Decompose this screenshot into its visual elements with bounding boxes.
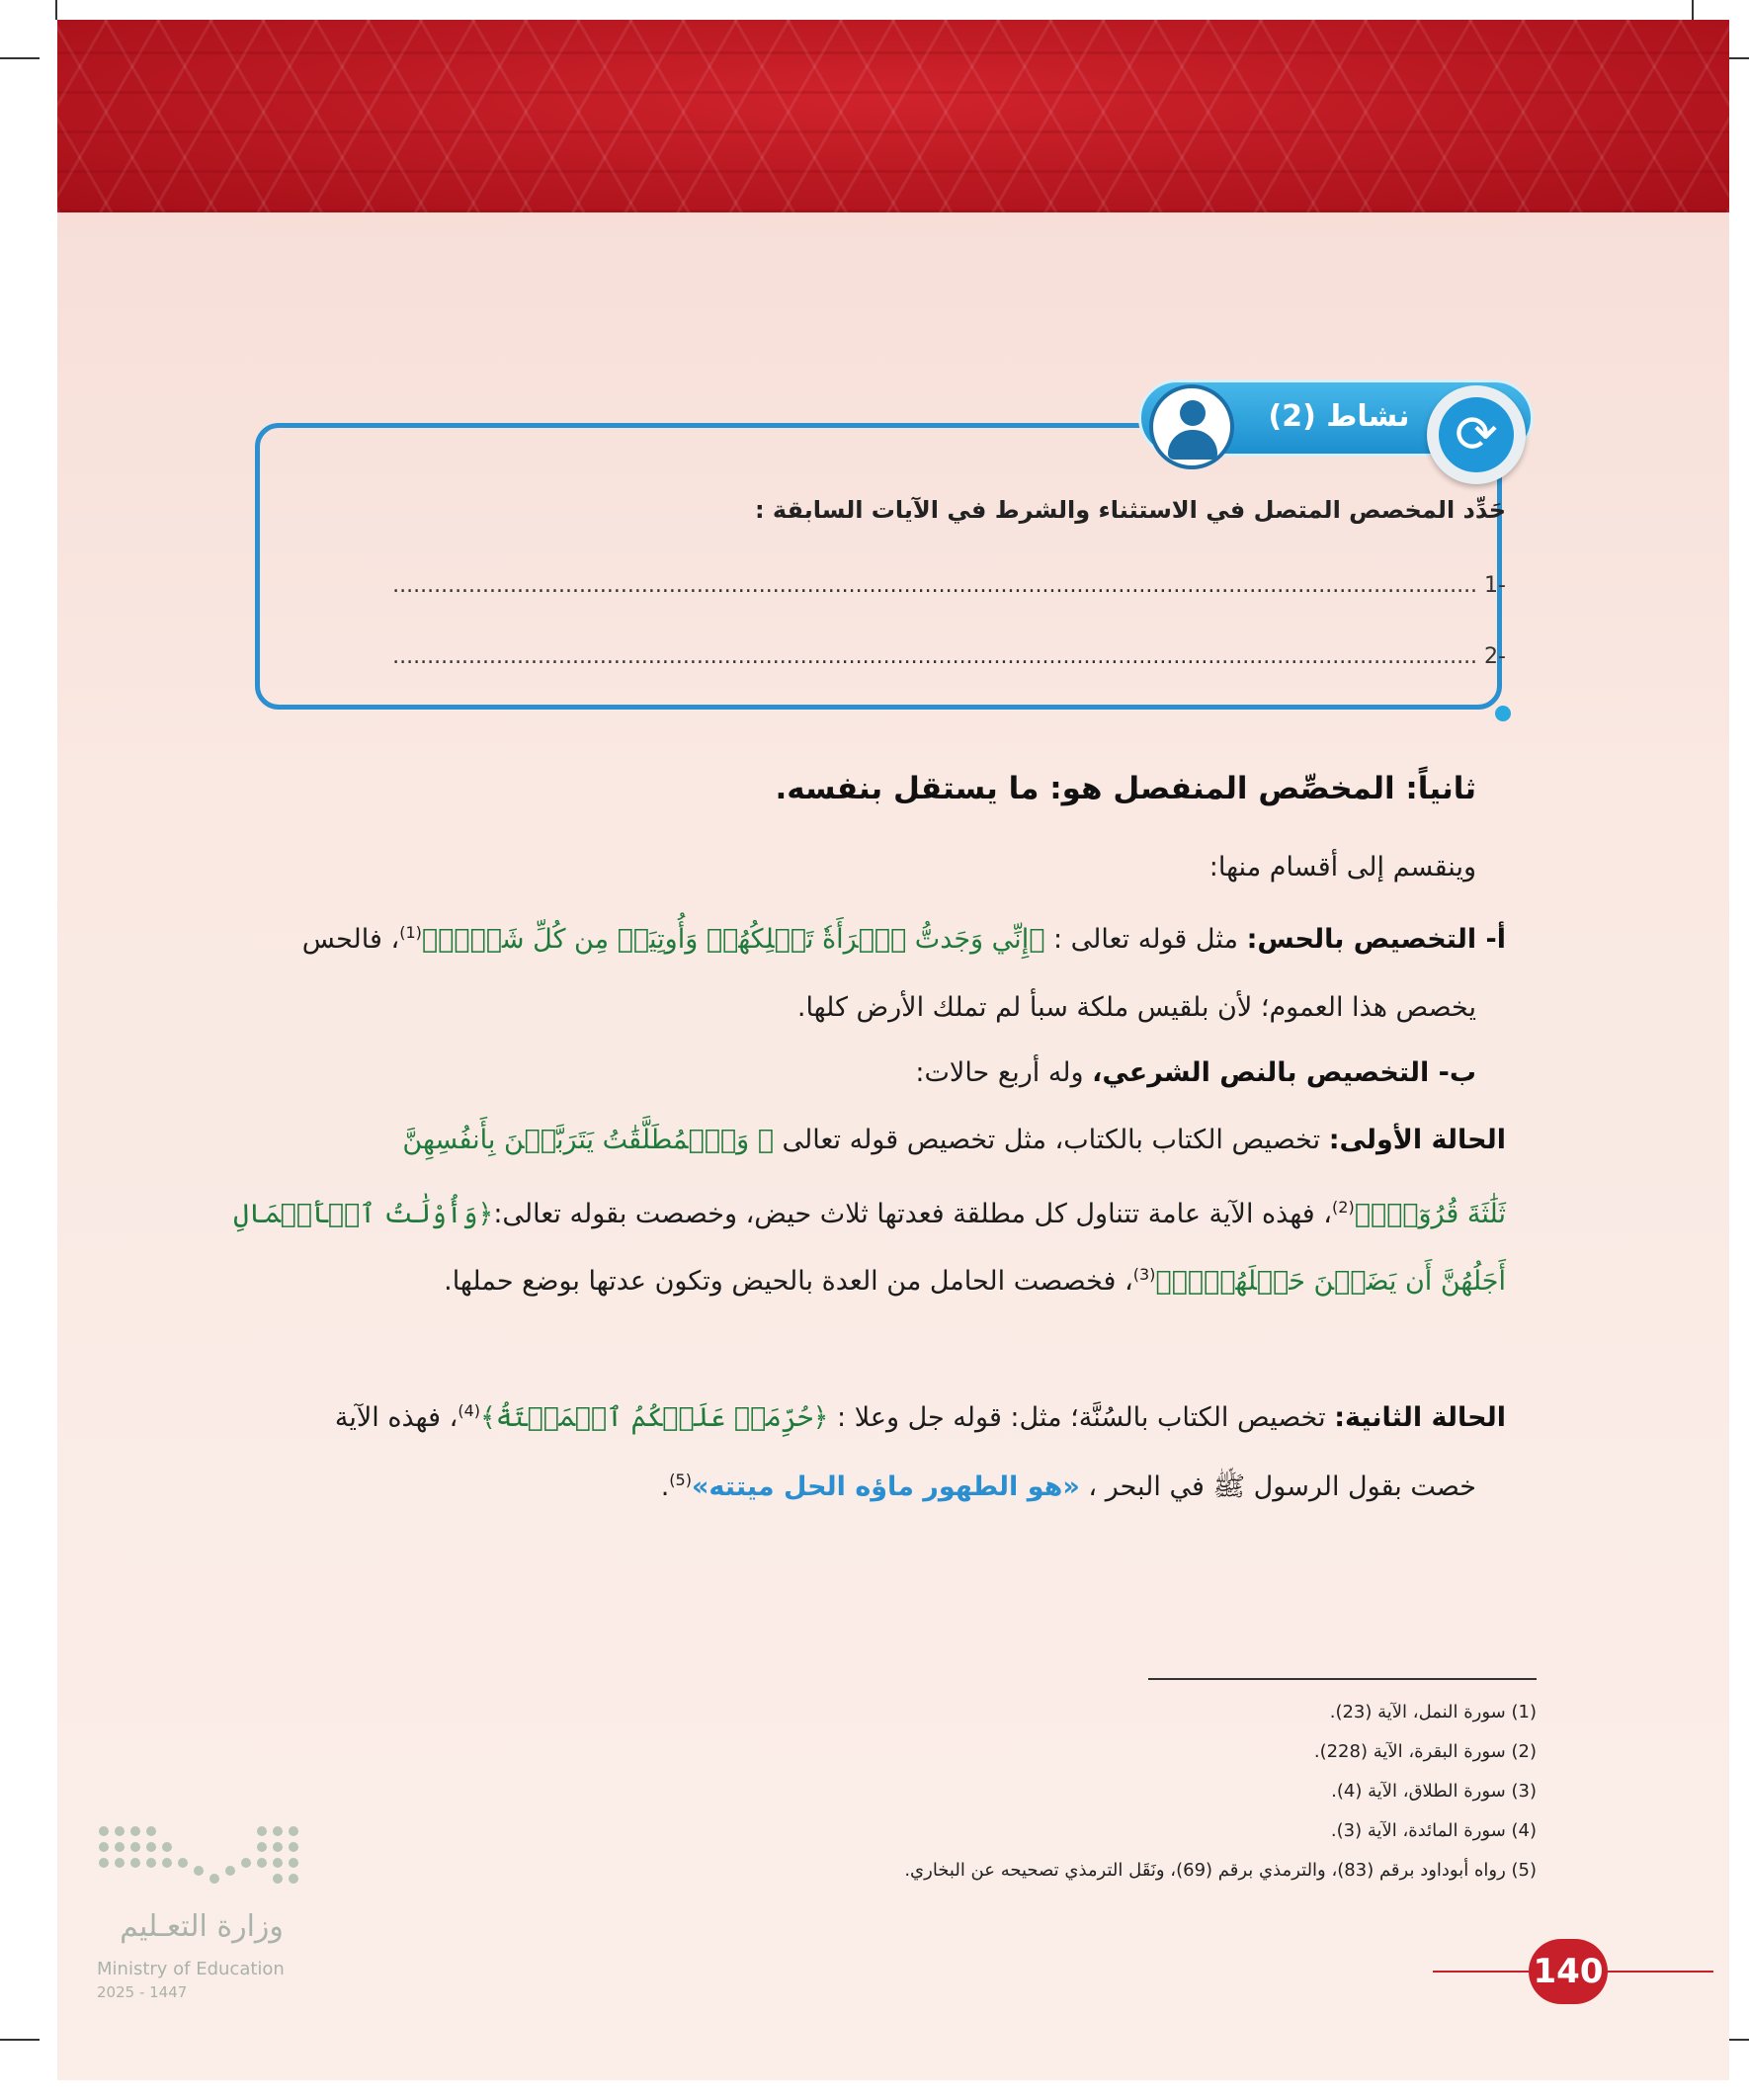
footnote-1: (1) سورة النمل، الآية (23). (1329, 1702, 1537, 1722)
label-a: أ- التخصيص بالحس: (1246, 924, 1506, 955)
case2-label: الحالة الثانية: (1334, 1402, 1506, 1433)
user-icon-head (1180, 400, 1206, 426)
case1-text2: ، فهذه الآية عامة تتناول كل مطلقة فعدتها ثلاث حيض، وخصصت بقوله تعالى: (493, 1199, 1332, 1229)
intro-text: وينقسم إلى أقسام منها: (1208, 852, 1476, 882)
page-number: 140 (1529, 1939, 1608, 2004)
label-b: ب- التخصيص بالنص الشرعي، (1092, 1057, 1476, 1088)
activity-question: حَدِّد المخصص المتصل في الاستثناء والشرط في الآيات السابقة : (754, 496, 1506, 524)
paragraph-b (192, 1051, 1476, 1095)
case2-hadith: «هو الطهور ماؤه الحل ميتته» (691, 1471, 1080, 1502)
ministry-logo-arabic: وزارة التعـليم (120, 1909, 284, 1944)
paragraph-a-line2: يخصص هذا العموم؛ لأن بلقيس ملكة سبأ لم تملك الأرض كلها. (796, 992, 1476, 1023)
ministry-logo-year: 2025 - 1447 (97, 1983, 188, 2001)
text-a1: مثل قوله تعالى : (1053, 924, 1238, 955)
case1-line1 (172, 1119, 1506, 1162)
case1-verse1b: ثَلَٰثَةَ قُرُوٓءٖۚ﴾ (1354, 1199, 1506, 1229)
user-icon-body (1168, 430, 1217, 460)
footnote-5: (5) رواه أبوداود برقم (83)، والترمذي برقم (69)، ونَقَل الترمذي تصحيحه عن البخاري. (904, 1860, 1537, 1881)
case2-end: . (660, 1471, 670, 1502)
case1-line2 (172, 1186, 1506, 1236)
footnote-divider (1148, 1678, 1537, 1680)
case1-verse2: ﴿وَأُوْلَٰتُ ٱلۡأَحۡمَالِ (233, 1199, 494, 1229)
activity-title: نشاط (2) (1268, 399, 1410, 434)
case2-line2a: خصت بقول الرسول ﷺ في البحر ، (1088, 1471, 1476, 1502)
answer-line-2[interactable]: -2 ............................................................................................................................................................. (392, 644, 1506, 669)
footnote-4: (4) سورة المائدة، الآية (3). (1330, 1820, 1537, 1841)
page-number-line-right (1605, 1971, 1713, 1973)
refresh-icon-glyph: ⟳ (1439, 397, 1514, 472)
case1-label: الحالة الأولى: (1328, 1125, 1506, 1155)
page-number-line-left (1433, 1971, 1532, 1973)
answer-line-1[interactable]: -1 ............................................................................................................................................................. (392, 573, 1506, 598)
ministry-logo-english: Ministry of Education (97, 1959, 285, 1979)
footnote-2: (2) سورة البقرة، الآية (228). (1313, 1741, 1537, 1762)
case2-verse: ﴿حُرِّمَتۡ عَلَيۡكُمُ ٱلۡمَيۡتَةُ﴾ (480, 1402, 829, 1433)
case1-verse1: ﴿ وَٱلۡمُطَلَّقَٰتُ يَتَرَبَّصۡنَ بِأَنفُسِهِنَّ (402, 1125, 774, 1155)
case1-ref2: (3) (1132, 1265, 1156, 1284)
footnote-3: (3) سورة الطلاق، الآية (4). (1331, 1781, 1537, 1802)
refresh-icon (1427, 385, 1526, 484)
case1-text3: ، فخصصت الحامل من العدة بالحيض وتكون عدتها بوضع حملها. (444, 1266, 1133, 1297)
case1-verse2b: أَجَلُهُنَّ أَن يَضَعۡنَ حَمۡلَهُنَّۚ﴾ (1155, 1266, 1506, 1297)
case2-text: تخصيص الكتاب بالسُنَّة؛ مثل: قوله جل وعلا : (837, 1402, 1326, 1433)
case2-line2 (192, 1459, 1476, 1509)
user-icon (1149, 384, 1234, 469)
paragraph-a-line1 (172, 911, 1506, 962)
section-heading: ثانياً: المخصِّص المنفصل هو: ما يستقل بنفسه. (775, 771, 1476, 806)
text-b: وله أربع حالات: (915, 1057, 1084, 1088)
page-background (57, 20, 1729, 2080)
header-banner (57, 20, 1729, 212)
ministry-logo-dots (99, 1826, 311, 1905)
case1-line3 (172, 1253, 1506, 1303)
text-a2: ، فالحس (301, 924, 400, 955)
case2-ref: (4) (458, 1401, 480, 1420)
case1-text: تخصيص الكتاب بالكتاب، مثل تخصيص قوله تعالى (782, 1125, 1321, 1155)
case1-ref1: (2) (1332, 1198, 1355, 1217)
case2-ref2: (5) (669, 1470, 692, 1489)
ref-a: (1) (399, 923, 422, 942)
activity-corner-dot (1495, 706, 1511, 721)
case2-text2: ، فهذه الآية (334, 1402, 458, 1433)
verse-a: ﴿إِنِّي وَجَدتُّ ٱمۡرَأَةٗ تَمۡلِكُهُمۡ وَأُوتِيَتۡ مِن كُلِّ شَيۡءٖ﴾ (421, 924, 1045, 955)
case2-line1 (172, 1389, 1506, 1440)
